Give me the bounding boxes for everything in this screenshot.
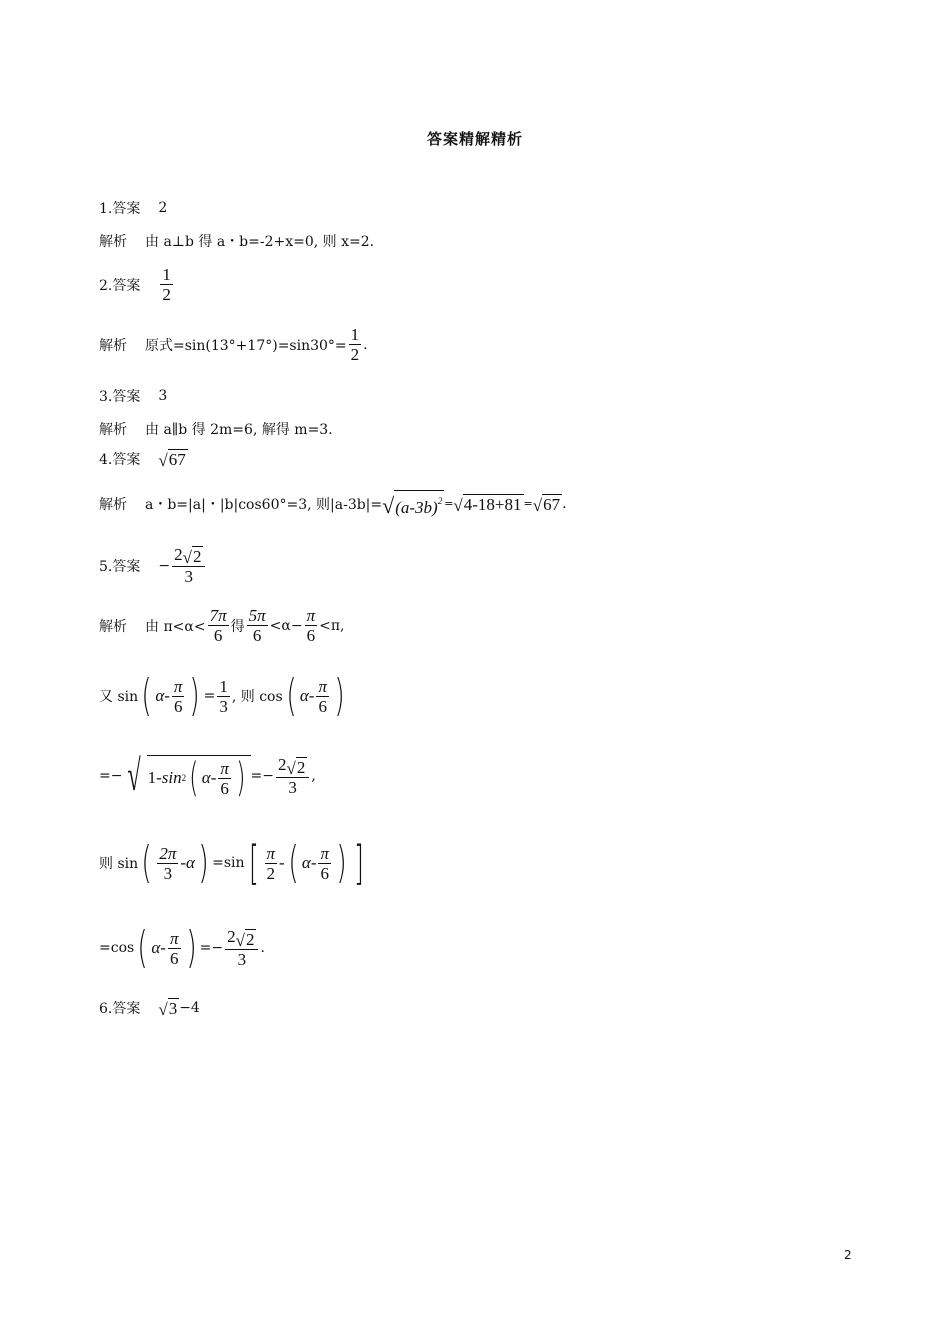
- q5-l1-c: <α−: [269, 617, 303, 634]
- q5-l4-f1-num: 2π: [159, 843, 177, 863]
- q3-answer-label: 3.答案: [99, 389, 141, 405]
- q4-equals-1: =: [444, 497, 454, 510]
- q2-expl-numerator: 1: [350, 325, 360, 344]
- q4-answer-label: 4.答案: [99, 452, 141, 468]
- q5-l1-f2-num: 5π: [248, 606, 266, 625]
- q5-l5-a: =cos: [99, 940, 135, 956]
- q4-answer-radicand: 67: [168, 450, 186, 469]
- q5-l2-f3-num: π: [318, 676, 327, 696]
- q5-l2-f2-den: 3: [219, 696, 228, 716]
- q5-l4-f2-num: π: [266, 843, 276, 863]
- q4-radicand-2: 4-18+81: [463, 494, 522, 514]
- q6-answer-radicand: 3: [168, 999, 178, 1018]
- page-title: 答案精解精析: [426, 130, 523, 148]
- q5-l2-minus2: -: [308, 686, 315, 705]
- q5-l5-r-coef: 2: [227, 927, 236, 947]
- q5-answer-coef: 2: [174, 545, 183, 564]
- q5-l4-minus3: -: [310, 853, 317, 872]
- q2-answer-denominator: 2: [162, 285, 171, 304]
- q5-l2-f1-num: π: [173, 676, 183, 696]
- q5-l2-alpha: α: [155, 686, 165, 705]
- q5-l1-f1-num: 7π: [209, 606, 227, 625]
- q3-answer: 3: [158, 388, 168, 404]
- q5-l3-r-rad: 2: [296, 757, 306, 777]
- q5-l3-sqrt: √ 1- sin 2 ( α - $\frac{\pi}{6}$ ): [122, 754, 250, 798]
- q5-answer-label: 5.答案: [99, 558, 141, 575]
- page-number: 2: [844, 1248, 852, 1262]
- q5-l2-f1-den: 6: [173, 696, 183, 716]
- q5-l3-r-den: 3: [288, 777, 297, 797]
- q5-l1-f1-den: 6: [213, 626, 223, 645]
- q5-l1-f3-den: 6: [306, 626, 316, 645]
- q3-expl-text: 由 a∥b 得 2m=6, 解得 m=3.: [145, 422, 333, 438]
- q1-explanation-line: [99, 231, 374, 251]
- q5-l2-f3-den: 6: [318, 696, 327, 716]
- q6-answer-sqrt: √ 3: [158, 999, 178, 1019]
- q1-expl-text: 由 a⊥b 得 a・b=-2+x=0, 则 x=2.: [145, 234, 375, 250]
- q4-answer-line: [99, 449, 188, 469]
- q2-answer-numerator: 1: [162, 265, 171, 284]
- q5-l5-r-rad: 2: [245, 929, 255, 949]
- q6-answer-rest: −4: [179, 1000, 200, 1016]
- q2-expl-label: 解析: [99, 337, 127, 354]
- q5-l4-minus2: -: [279, 853, 285, 872]
- q5-l3-c: ,: [311, 768, 316, 784]
- q5-l5-minus: -: [160, 938, 166, 957]
- q5-l3-rad-a: 1-: [147, 768, 162, 787]
- q5-expl-line-4: 则 sin ( $\frac{2\pi}{3}$ - α ) =sin [ $\frac{\pi}{2}$ - ( α - $\frac{\pi}{6}$ ) ]: [99, 836, 365, 890]
- q2-expl-end: .: [363, 336, 368, 353]
- q4-sqrt-1: √ $(a-3b)^2$: [382, 490, 444, 517]
- q4-sqrt-2: √ 4-18+81: [453, 494, 522, 515]
- q3-expl-label: 解析: [99, 422, 127, 438]
- q4-equals-2: =: [523, 497, 533, 510]
- q5-expl-line-2: 又 sin ( α - $\frac{\pi}{6}$ ) = $\frac{1}{3}$ , 则 cos ( α - $\frac{\pi}{6}$ ): [99, 670, 345, 721]
- q4-radicand-1: (a-3b): [395, 498, 438, 517]
- q1-answer-line: [99, 198, 167, 218]
- q4-radicand-3: 67: [543, 494, 561, 514]
- q2-expl-denominator: 2: [350, 345, 360, 364]
- q5-l4-b: =sin: [212, 855, 245, 871]
- q5-expl-line-1: [99, 606, 344, 645]
- q5-l5-c: .: [260, 940, 265, 956]
- q4-sqrt-3: √ 67: [532, 494, 561, 515]
- q5-l1-f3-num: π: [306, 606, 316, 625]
- q5-l1-b: 得: [230, 618, 245, 635]
- q5-l3-f-num: π: [220, 758, 229, 778]
- q6-answer-line: [99, 998, 200, 1018]
- q2-answer-line: [99, 265, 175, 304]
- q2-explanation-line: [99, 325, 368, 364]
- q5-l5-f-den: 6: [169, 948, 179, 968]
- q4-answer-sqrt: √ 67: [158, 450, 186, 470]
- q5-l2-f2-num: 1: [219, 676, 228, 696]
- q5-l2-alpha2: α: [299, 686, 309, 705]
- q5-l1-f2-den: 6: [252, 626, 262, 645]
- q5-l1-a: 由 π<α<: [145, 618, 206, 635]
- q5-l1-d: <π,: [319, 617, 345, 634]
- q5-l3-exp: 2: [181, 773, 187, 783]
- q5-l5-b: =−: [199, 940, 224, 956]
- q5-l4-f1-den: 3: [163, 863, 173, 883]
- q5-l4-f3-den: 6: [320, 863, 329, 883]
- q5-answer-line: [99, 545, 207, 586]
- q4-expl-label: 解析: [99, 496, 127, 513]
- q5-l5-alpha: α: [151, 938, 161, 957]
- q5-answer-sign: −: [158, 557, 171, 574]
- q5-l4-f3-num: π: [320, 843, 330, 863]
- q5-l2-a: 又 sin: [99, 689, 139, 705]
- q2-answer-label: 2.答案: [99, 277, 141, 294]
- q5-l2-c: , 则 cos: [231, 689, 283, 705]
- q5-l4-alpha: α: [186, 853, 195, 872]
- q4-end: .: [562, 495, 567, 512]
- q5-l3-a: =−: [99, 768, 123, 784]
- q6-answer-label: 6.答案: [99, 1001, 141, 1017]
- q5-l3-b: =−: [250, 768, 274, 784]
- q5-l3-f-den: 6: [220, 778, 229, 798]
- q3-answer-line: [99, 386, 167, 406]
- q5-expl-line-5: =cos ( α - $\frac{\pi}{6}$ ) =− 2 √ 2 3 .: [99, 922, 265, 973]
- q5-expl-line-3: =− √ 1- sin 2 ( α - $\frac{\pi}{6}$ ) =− 2 √ 2 3 ,: [99, 751, 316, 801]
- q5-answer-denominator: 3: [184, 567, 194, 587]
- q5-l3-alpha: α: [201, 768, 211, 787]
- q5-l2-minus: -: [164, 686, 170, 705]
- q5-l3-minus: -: [210, 768, 217, 787]
- q5-l4-a: 则 sin: [99, 856, 139, 872]
- q5-l5-r-den: 3: [237, 949, 247, 969]
- q2-answer-fraction: [160, 265, 173, 304]
- q5-l4-minus: -: [180, 853, 187, 872]
- q5-answer-fraction: 2 √ 2 3: [172, 545, 205, 586]
- q4-radicand-1-exponent: 2: [437, 496, 443, 506]
- q5-l3-r-coef: 2: [277, 755, 287, 775]
- q2-expl-fraction: [349, 325, 362, 364]
- q3-explanation-line: [99, 419, 333, 439]
- q2-expl-text: 原式=sin(13°+17°)=sin30°=: [145, 337, 347, 354]
- q4-explanation-line: [99, 490, 567, 517]
- q5-expl-label: 解析: [99, 618, 127, 635]
- q1-expl-label: 解析: [99, 234, 127, 250]
- q5-answer-radicand: 2: [192, 547, 202, 567]
- q5-l4-f2-den: 2: [266, 863, 276, 883]
- q5-l4-alpha2: α: [301, 853, 311, 872]
- q1-answer: 2: [158, 200, 168, 216]
- q4-expl-text: a・b=|a|・|b|cos60°=3, 则|a-3b|=: [145, 496, 383, 513]
- q1-answer-label: 1.答案: [99, 201, 141, 217]
- q5-l3-sin: sin: [161, 768, 182, 787]
- q5-l5-f-num: π: [169, 928, 179, 948]
- q5-l2-b: =: [203, 688, 216, 704]
